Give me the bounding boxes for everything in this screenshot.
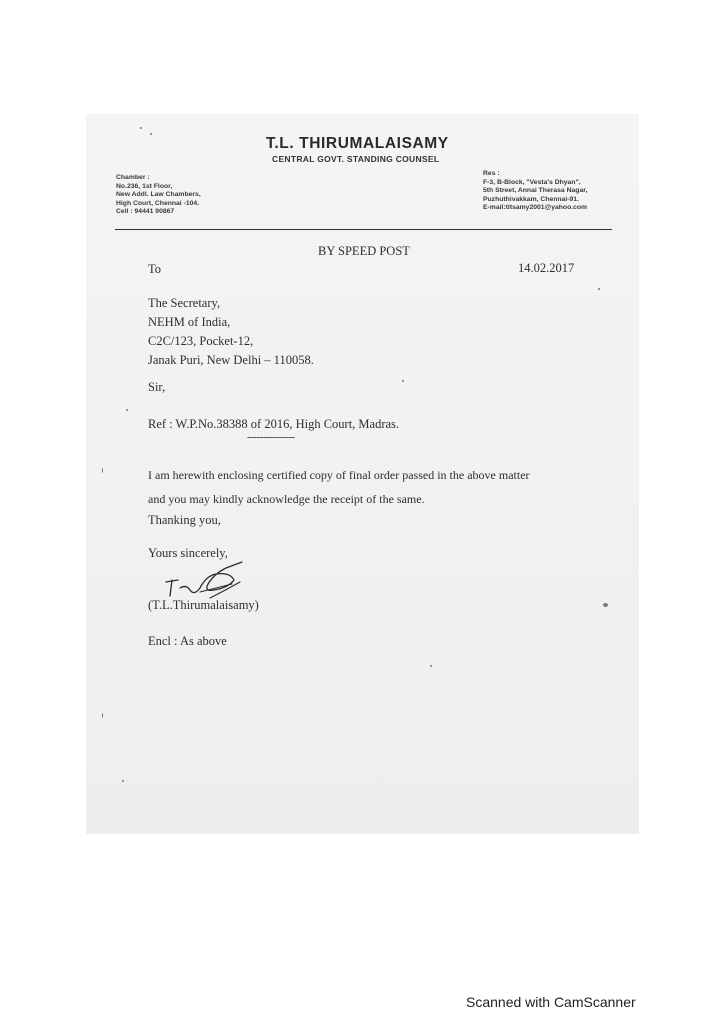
recipient-line: The Secretary,	[148, 296, 221, 310]
chamber-line: Cell : 94441 90867	[116, 208, 175, 216]
enclosure-note: Encl : As above	[148, 634, 227, 648]
chamber-line: High Court, Chennai -104.	[116, 199, 200, 207]
residence-line: 5th Street, Annai Therasa Nagar,	[483, 187, 588, 195]
signatory-name: (T.L.Thirumalaisamy)	[148, 598, 259, 612]
recipient-address	[148, 294, 314, 370]
scan-speck	[402, 380, 404, 382]
residence-line: Puzhuthivakkam, Chennai-91.	[483, 195, 579, 203]
recipient-line: NEHM of India,	[148, 315, 231, 329]
chamber-address	[116, 174, 201, 217]
letterhead-name: T.L. THIRUMALAISAMY	[266, 135, 449, 152]
reference-line: Ref : W.P.No.38388 of 2016, High Court, Madras.	[148, 417, 400, 431]
residence-line: Res :	[483, 170, 500, 177]
letterhead-designation: CENTRAL GOVT. STANDING COUNSEL	[272, 154, 440, 164]
scan-speck	[140, 127, 142, 129]
body-line-2: and you may kindly acknowledge the receipt of the same.	[148, 492, 425, 506]
chamber-line: No.236, 1st Floor,	[116, 182, 173, 190]
scan-speck	[102, 713, 103, 718]
scan-speck	[102, 468, 103, 473]
letterhead-divider	[115, 229, 612, 230]
body-line-1: I am herewith enclosing certified copy of final order passed in the above matter	[148, 468, 530, 482]
reference-underline: ---------------	[247, 431, 295, 443]
residence-address	[483, 170, 587, 213]
greeting: Sir,	[148, 380, 166, 394]
residence-line: F-3, B-Block, "Vesta's Dhyan",	[483, 178, 581, 186]
closing-line: Yours sincerely,	[148, 546, 228, 560]
thanks-line: Thanking you,	[148, 513, 221, 527]
scanner-watermark: Scanned with CamScanner	[466, 994, 636, 1010]
scan-speck	[430, 665, 432, 667]
scan-speck	[598, 288, 600, 290]
recipient-line: Janak Puri, New Delhi – 110058.	[148, 353, 314, 367]
residence-line: E-mail:tltsamy2001@yahoo.com	[483, 204, 588, 212]
to-label: To	[148, 262, 162, 276]
scan-speck	[603, 603, 608, 607]
chamber-line: New Addl. Law Chambers,	[116, 191, 201, 199]
chamber-line: Chamber :	[116, 174, 150, 181]
recipient-line: C2C/123, Pocket-12,	[148, 334, 254, 348]
scan-speck	[122, 780, 124, 782]
scan-speck	[126, 409, 128, 411]
letter-date: 14.02.2017	[518, 261, 575, 275]
scan-speck	[150, 133, 152, 135]
delivery-mode: BY SPEED POST	[318, 244, 410, 258]
